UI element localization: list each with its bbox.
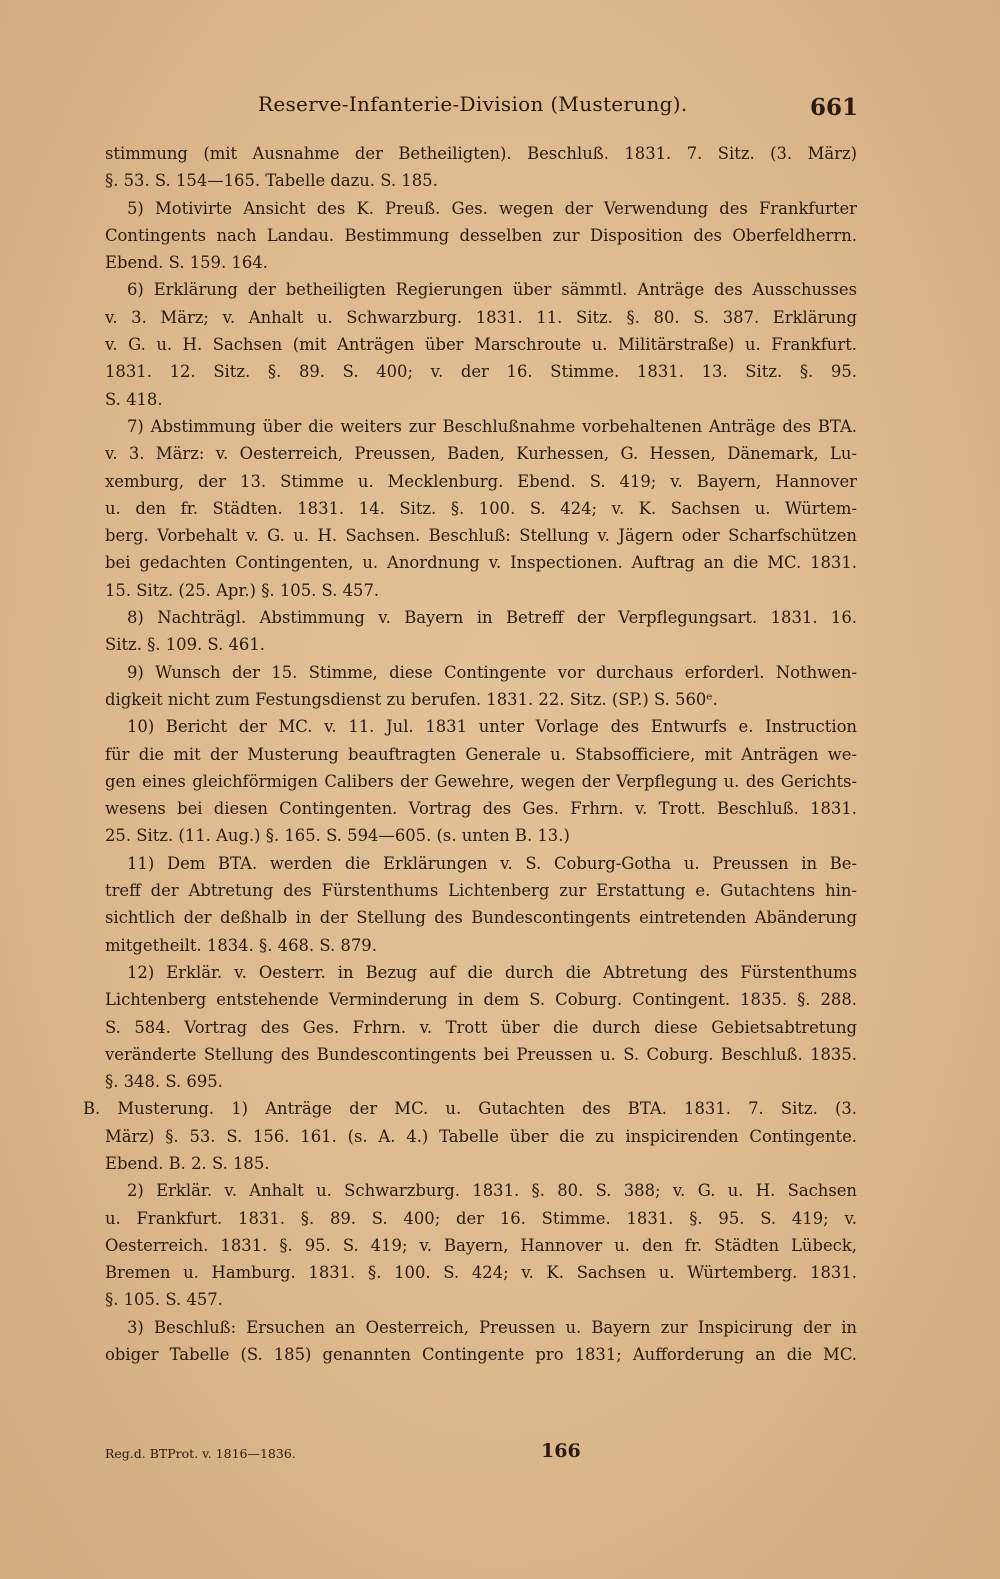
text-line: §. 105. S. 457. (105, 1290, 223, 1310)
text-line: 2) Erklär. v. Anhalt u. Schwarzburg. 1831. §. 80. S. 388; v. G. u. H. Sachsen (127, 1181, 857, 1201)
text-line: treff der Abtretung des Fürstenthums Lichtenberg zur Erstattung e. Gutachtens hin- (105, 881, 857, 901)
text-line: Lichtenberg entstehende Verminderung in dem S. Coburg. Contingent. 1835. §. 288. (105, 990, 857, 1010)
text-line: obiger Tabelle (S. 185) genannten Contingente pro 1831; Aufforderung an die MC. (105, 1345, 857, 1365)
text-line: veränderte Stellung des Bundescontingents bei Preussen u. S. Coburg. Beschluß. 1835. (105, 1044, 857, 1064)
running-title: Reserve-Infanterie-Division (Musterung). (258, 92, 688, 116)
text-line: März) §. 53. S. 156. 161. (s. A. 4.) Tabelle über die zu inspicirenden Contingente. (105, 1126, 857, 1146)
text-line: stimmung (mit Ausnahme der Betheiligten). Beschluß. 1831. 7. Sitz. (3. März) (105, 144, 857, 163)
text-line: 5) Motivirte Ansicht des K. Preuß. Ges. wegen der Verwendung des Frankfurter (127, 198, 857, 218)
text-line: 15. Sitz. (25. Apr.) §. 105. S. 457. (105, 580, 380, 600)
text-line: Sitz. §. 109. S. 461. (105, 635, 265, 655)
text-line: v. 3. März; v. Anhalt u. Schwarzburg. 1831. 11. Sitz. §. 80. S. 387. Erklärung (105, 307, 857, 327)
text-line: u. den fr. Städten. 1831. 14. Sitz. §. 100. S. 424; v. K. Sachsen u. Würtem- (105, 498, 857, 518)
text-line: digkeit nicht zum Festungsdienst zu berufen. 1831. 22. Sitz. (SP.) S. 560ᵉ. (105, 689, 718, 709)
text-line: §. 348. S. 695. (105, 1072, 223, 1092)
footer-reference: Reg.d. BTProt. v. 1816—1836. (105, 1446, 296, 1461)
text-line: v. 3. März: v. Oesterreich, Preussen, Baden, Kurhessen, G. Hessen, Dänemark, Lu- (105, 444, 857, 464)
text-line: S. 584. Vortrag des Ges. Frhrn. v. Trott über die durch diese Gebietsabtretung (105, 1017, 857, 1037)
text-line: bei gedachten Contingenten, u. Anordnung v. Inspectionen. Auftrag an die MC. 1831. (105, 553, 857, 573)
text-line: 1831. 12. Sitz. §. 89. S. 400; v. der 16. Stimme. 1831. 13. Sitz. §. 95. (105, 362, 857, 382)
body-text (83, 140, 857, 1368)
text-line: §. 53. S. 154—165. Tabelle dazu. S. 185. (105, 171, 438, 191)
text-line: Ebend. S. 159. 164. (105, 253, 268, 273)
text-line: Contingents nach Landau. Bestimmung desselben zur Disposition des Oberfeldherrn. (105, 225, 857, 245)
text-line: sichtlich der deßhalb in der Stellung des Bundescontingents eintretenden Abänderung (105, 908, 857, 928)
signature-mark: 166 (541, 1440, 581, 1462)
text-line: wesens bei diesen Contingenten. Vortrag des Ges. Frhrn. v. Trott. Beschluß. 1831. (105, 799, 857, 819)
text-line: Ebend. B. 2. S. 185. (105, 1153, 270, 1173)
text-line: berg. Vorbehalt v. G. u. H. Sachsen. Beschluß: Stellung v. Jägern oder Scharfschützen (105, 526, 857, 546)
text-line: 11) Dem BTA. werden die Erklärungen v. S. Coburg-Gotha u. Preussen in Be- (127, 853, 857, 873)
text-line: 6) Erklärung der betheiligten Regierungen über sämmtl. Anträge des Ausschusses (127, 280, 857, 300)
footer (105, 1440, 865, 1470)
running-header (0, 92, 1000, 132)
page-number: 661 (810, 94, 859, 121)
text-line: mitgetheilt. 1834. §. 468. S. 879. (105, 935, 377, 955)
text-line: 9) Wunsch der 15. Stimme, diese Contingente vor durchaus erforderl. Nothwen- (127, 662, 857, 682)
text-line: gen eines gleichförmigen Calibers der Gewehre, wegen der Verpflegung u. des Gerichts- (105, 771, 857, 791)
text-line: 8) Nachträgl. Abstimmung v. Bayern in Betreff der Verpflegungsart. 1831. 16. (127, 608, 857, 628)
text-line: 12) Erklär. v. Oesterr. in Bezug auf die durch die Abtretung des Fürstenthums (127, 962, 857, 982)
text-line: S. 418. (105, 389, 163, 409)
text-line: u. Frankfurt. 1831. §. 89. S. 400; der 16. Stimme. 1831. §. 95. S. 419; v. (105, 1208, 857, 1228)
text-line: xemburg, der 13. Stimme u. Mecklenburg. Ebend. S. 419; v. Bayern, Hannover (105, 471, 857, 491)
text-line: für die mit der Musterung beauftragten Generale u. Stabsofficiere, mit Anträgen we- (105, 744, 857, 764)
text-line: 10) Bericht der MC. v. 11. Jul. 1831 unter Vorlage des Entwurfs e. Instruction (127, 717, 857, 737)
text-line: 3) Beschluß: Ersuchen an Oesterreich, Preussen u. Bayern zur Inspicirung der in (127, 1317, 857, 1337)
text-line: 25. Sitz. (11. Aug.) §. 165. S. 594—605. (s. unten B. 13.) (105, 826, 570, 846)
text-line: 7) Abstimmung über die weiters zur Beschlußnahme vorbehaltenen Anträge des BTA. (127, 416, 857, 436)
text-line: Oesterreich. 1831. §. 95. S. 419; v. Bayern, Hannover u. den fr. Städten Lübeck, (105, 1235, 857, 1255)
text-line: v. G. u. H. Sachsen (mit Anträgen über Marschroute u. Militärstraße) u. Frankfurt. (105, 335, 857, 355)
text-line: Bremen u. Hamburg. 1831. §. 100. S. 424; v. K. Sachsen u. Würtemberg. 1831. (105, 1263, 857, 1283)
text-line: B. Musterung. 1) Anträge der MC. u. Gutachten des BTA. 1831. 7. Sitz. (3. (83, 1099, 857, 1119)
